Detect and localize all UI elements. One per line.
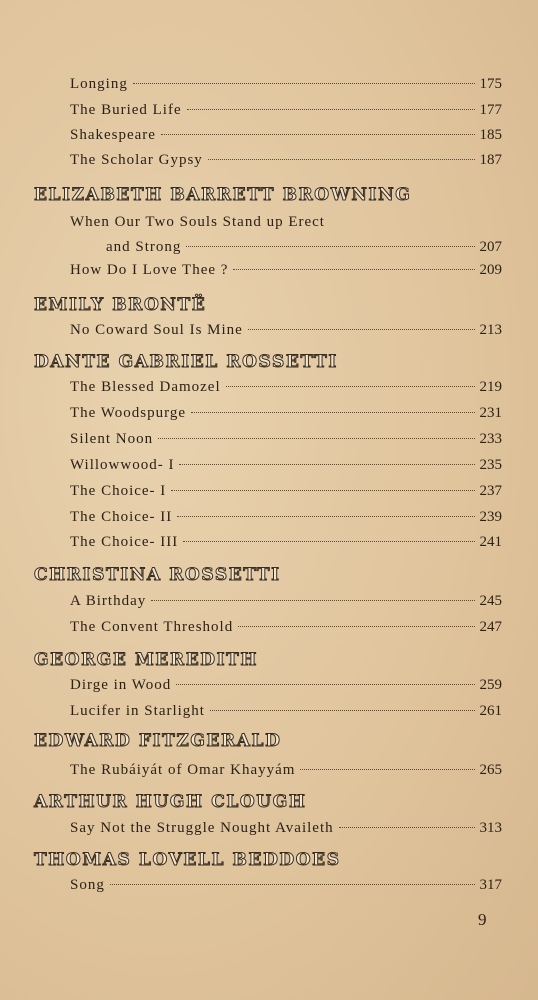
toc-entry <box>70 430 502 448</box>
dot-leader <box>151 600 474 601</box>
toc-entry <box>70 321 502 339</box>
entry-page: 209 <box>479 262 502 278</box>
entry-page: 237 <box>479 483 502 499</box>
entry-page: 313 <box>479 820 502 836</box>
entry-page: 239 <box>479 509 502 525</box>
entry-title: The Woodspurge <box>70 405 186 421</box>
dot-leader <box>187 109 475 110</box>
dot-leader <box>110 884 475 885</box>
author-heading: EMILY BRONTË <box>34 295 207 315</box>
entry-title: The Choice- I <box>70 483 167 499</box>
dot-leader <box>226 386 475 387</box>
entry-page: 175 <box>479 76 502 92</box>
dot-leader <box>208 159 475 160</box>
toc-entry <box>70 378 502 396</box>
entry-page: 317 <box>479 877 502 893</box>
dot-leader <box>179 464 474 465</box>
entry-page: 207 <box>479 239 502 255</box>
dot-leader <box>133 83 475 84</box>
toc-entry <box>70 75 502 93</box>
entry-title: When Our Two Souls Stand up Erect <box>70 214 325 230</box>
dot-leader <box>186 246 474 247</box>
author-heading: CHRISTINA ROSSETTI <box>34 565 281 585</box>
dot-leader <box>176 684 474 685</box>
dot-leader <box>300 769 474 770</box>
author-heading: DANTE GABRIEL ROSSETTI <box>34 352 338 372</box>
toc-entry <box>70 404 502 422</box>
author-heading: ARTHUR HUGH CLOUGH <box>34 792 307 812</box>
toc-entry <box>70 533 502 551</box>
entry-title: Silent Noon <box>70 431 154 447</box>
page-number: 9 <box>478 910 487 929</box>
entry-page: 259 <box>479 677 502 693</box>
toc-entry-continuation <box>106 238 502 256</box>
toc-entry <box>70 126 502 144</box>
entry-title: How Do I Love Thee ? <box>70 262 229 278</box>
author-heading: GEORGE MEREDITH <box>34 650 259 670</box>
toc-entry <box>70 702 502 720</box>
entry-page: 245 <box>479 593 502 609</box>
toc-entry <box>70 761 502 779</box>
dot-leader <box>161 134 475 135</box>
toc-entry <box>70 676 502 694</box>
toc-entry <box>70 482 502 500</box>
entry-title: A Birthday <box>70 593 147 609</box>
dot-leader <box>339 827 475 828</box>
entry-page: 185 <box>479 127 502 143</box>
entry-title: The Choice- II <box>70 509 173 525</box>
toc-entry <box>70 101 502 119</box>
entry-page: 219 <box>479 379 502 395</box>
toc-entry <box>70 819 502 837</box>
author-heading: ELIZABETH BARRETT BROWNING <box>34 185 412 205</box>
entry-title: Willowwood- I <box>70 457 175 473</box>
author-heading: THOMAS LOVELL BEDDOES <box>34 850 341 870</box>
entry-title: No Coward Soul Is Mine <box>70 322 243 338</box>
entry-title: and Strong <box>106 239 182 255</box>
entry-page: 235 <box>479 457 502 473</box>
entry-page: 187 <box>479 152 502 168</box>
dot-leader <box>233 269 474 270</box>
entry-page: 233 <box>479 431 502 447</box>
dot-leader <box>210 710 475 711</box>
dot-leader <box>158 438 474 439</box>
entry-title: Shakespeare <box>70 127 156 143</box>
entry-page: 265 <box>479 762 502 778</box>
toc-entry <box>70 213 325 231</box>
entry-title: The Scholar Gypsy <box>70 152 203 168</box>
dot-leader <box>171 490 474 491</box>
entry-title: The Rubáiyát of Omar Khayyám <box>70 762 296 778</box>
toc-entry <box>70 876 502 894</box>
toc-entry <box>70 592 502 610</box>
entry-title: Lucifer in Starlight <box>70 703 205 719</box>
dot-leader <box>183 541 474 542</box>
entry-page: 213 <box>479 322 502 338</box>
dot-leader <box>177 516 474 517</box>
dot-leader <box>238 626 474 627</box>
author-heading: EDWARD FITZGERALD <box>34 731 282 751</box>
dot-leader <box>191 412 475 413</box>
toc-entry <box>70 456 502 474</box>
entry-title: Dirge in Wood <box>70 677 172 693</box>
toc-entry <box>70 618 502 636</box>
toc-entry <box>70 508 502 526</box>
entry-title: The Blessed Damozel <box>70 379 221 395</box>
entry-title: Say Not the Struggle Nought Availeth <box>70 820 334 836</box>
entry-page: 241 <box>479 534 502 550</box>
entry-page: 261 <box>479 703 502 719</box>
entry-page: 177 <box>479 102 502 118</box>
toc-entry <box>70 151 502 169</box>
entry-title: The Convent Threshold <box>70 619 234 635</box>
entry-title: The Choice- III <box>70 534 179 550</box>
entry-page: 247 <box>479 619 502 635</box>
entry-title: The Buried Life <box>70 102 182 118</box>
entry-title: Longing <box>70 76 128 92</box>
toc-entry <box>70 261 502 279</box>
dot-leader <box>248 329 475 330</box>
entry-title: Song <box>70 877 105 893</box>
entry-page: 231 <box>479 405 502 421</box>
